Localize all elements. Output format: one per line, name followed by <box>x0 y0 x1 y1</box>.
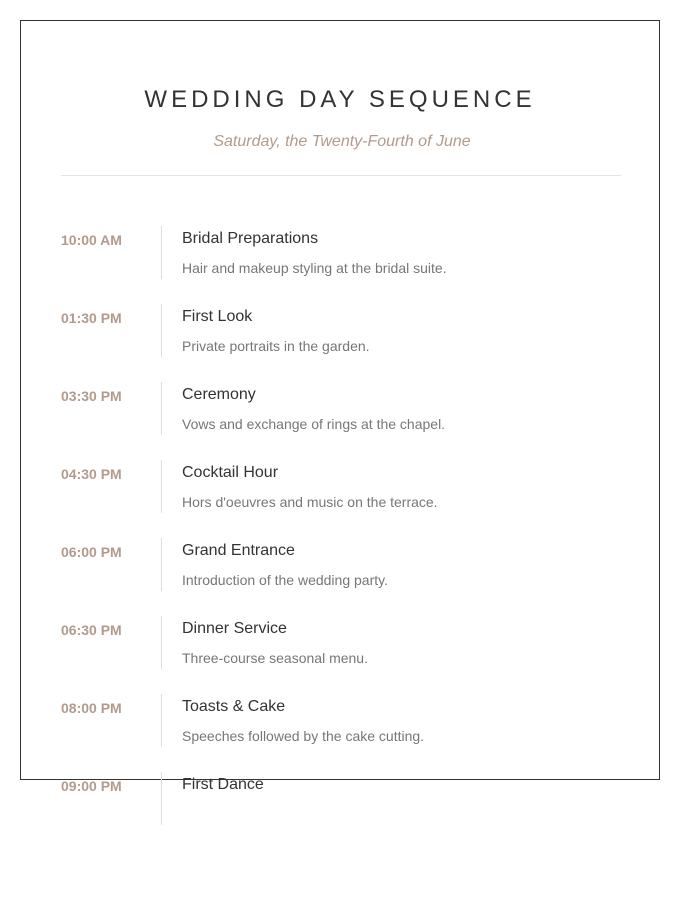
event-time: 03:30 PM <box>61 388 122 404</box>
timeline-event <box>61 304 621 382</box>
event-name: First Dance <box>182 776 264 793</box>
timeline-event <box>61 460 621 538</box>
event-description: Private portraits in the garden. <box>182 338 370 354</box>
timeline-event <box>61 382 621 460</box>
timeline-rule <box>161 538 162 591</box>
event-time: 06:00 PM <box>61 544 122 560</box>
timeline <box>61 226 621 850</box>
page-subtitle: Saturday, the Twenty-Fourth of June <box>213 133 471 150</box>
event-name: First Look <box>182 308 253 325</box>
event-name: Dinner Service <box>182 620 287 637</box>
timeline-rule <box>161 694 162 747</box>
timeline-rule <box>161 382 162 435</box>
timeline-event <box>61 772 621 850</box>
event-time: 01:30 PM <box>61 310 122 326</box>
event-description: Three-course seasonal menu. <box>182 650 368 666</box>
event-name: Cocktail Hour <box>182 464 279 481</box>
timeline-event <box>61 694 621 772</box>
page-title: WEDDING DAY SEQUENCE <box>144 86 536 113</box>
timeline-event <box>61 538 621 616</box>
event-name: Toasts & Cake <box>182 698 286 715</box>
event-name: Ceremony <box>182 386 256 403</box>
event-description: Hors d'oeuvres and music on the terrace. <box>182 494 438 510</box>
timeline-rule <box>161 460 162 513</box>
timeline-rule <box>161 772 162 825</box>
event-description: Hair and makeup styling at the bridal suite. <box>182 260 447 276</box>
event-description: Introduction of the wedding party. <box>182 572 388 588</box>
event-time: 04:30 PM <box>61 466 122 482</box>
event-description: Vows and exchange of rings at the chapel. <box>182 416 446 432</box>
event-time: 10:00 AM <box>61 232 122 248</box>
timeline-rule <box>161 226 162 279</box>
event-name: Bridal Preparations <box>182 230 319 247</box>
timeline-event <box>61 616 621 694</box>
header-divider <box>61 175 621 176</box>
event-time: 09:00 PM <box>61 778 122 794</box>
event-time: 08:00 PM <box>61 700 122 716</box>
timeline-rule <box>161 616 162 669</box>
event-description: Speeches followed by the cake cutting. <box>182 728 425 744</box>
event-time: 06:30 PM <box>61 622 122 638</box>
timeline-rule <box>161 304 162 357</box>
timeline-event <box>61 226 621 304</box>
event-name: Grand Entrance <box>182 542 295 559</box>
